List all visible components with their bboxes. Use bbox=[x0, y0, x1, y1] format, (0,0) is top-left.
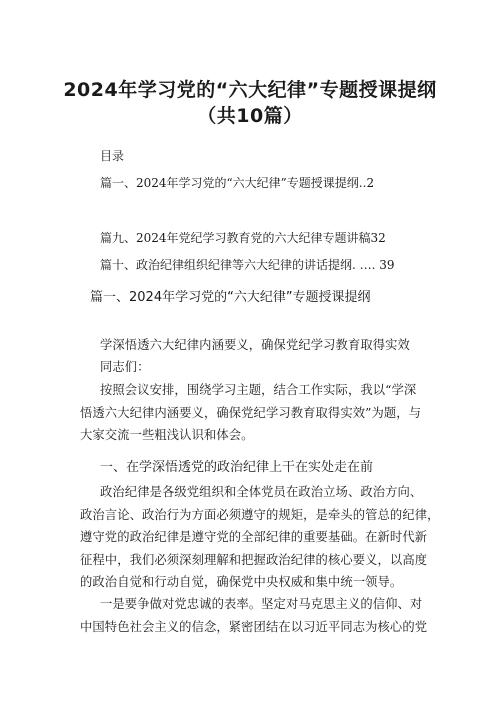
paragraph-line: 中国特色社会主义的信念，紧密团结在以习近平同志为核心的党 bbox=[80, 619, 428, 634]
paragraph-line: 的政治自觉和行动自觉，确保党中央权威和集中统一领导。 bbox=[80, 575, 403, 589]
body-paragraph bbox=[80, 481, 440, 594]
greeting bbox=[100, 356, 435, 379]
paragraph-line: 学深悟透六大纪律内涵要义，确保党纪学习教育取得实效 bbox=[100, 338, 410, 352]
toc-item[interactable]: 篇一、2024年学习党的“六大纪律”专题授课提纲..2 bbox=[100, 176, 375, 190]
subsection-heading: 一、在学深悟透党的政治纪律上干在实处走在前 bbox=[100, 460, 374, 475]
speech-subtitle bbox=[100, 334, 435, 357]
paragraph-line: 政治纪律是各级党组织和全体党员在政治立场、政治方向、 bbox=[100, 485, 423, 499]
paragraph-line: 同志们： bbox=[100, 360, 150, 374]
document-subtitle-count: （共10篇） bbox=[197, 105, 303, 127]
paragraph-line: 征程中，我们必须深刻理解和把握政治纪律的核心要义，以高度 bbox=[80, 552, 428, 567]
paragraph-line: 大家交流一些粗浅认识和体会。 bbox=[80, 428, 254, 442]
paragraph-line: 一是要争做对党忠诚的表率。坚定对马克思主义的信仰、对 bbox=[100, 597, 423, 611]
opening-paragraph bbox=[80, 379, 435, 447]
paragraph-line: 政治言论、政治行为方面必须遵守的规矩，是牵头的管总的纪律， bbox=[80, 507, 440, 522]
toc-item[interactable]: 篇九、2024年党纪学习教育党的六大纪律专题讲稿32 bbox=[100, 231, 386, 245]
paragraph-line: 按照会议安排，围绕学习主题，结合工作实际，我以“学深 bbox=[100, 383, 417, 397]
body-paragraph bbox=[80, 593, 435, 638]
paragraph-line: 遵守党的政治纪律是遵守党的全部纪律的重要基础。在新时代新 bbox=[80, 530, 428, 544]
paragraph-line: 悟透六大纪律内涵要义，确保党纪学习教育取得实效”为题，与 bbox=[80, 405, 422, 420]
section-heading: 篇一、2024年学习党的“六大纪律”专题授课提纲 bbox=[90, 290, 371, 305]
document-title: 2024年学习党的“六大纪律”专题授课提纲 bbox=[63, 79, 437, 101]
toc-label: 目录 bbox=[100, 149, 125, 163]
toc-item[interactable]: 篇十、政治纪律组织纪律等六大纪律的讲话提纲. …. 39 bbox=[100, 258, 395, 272]
